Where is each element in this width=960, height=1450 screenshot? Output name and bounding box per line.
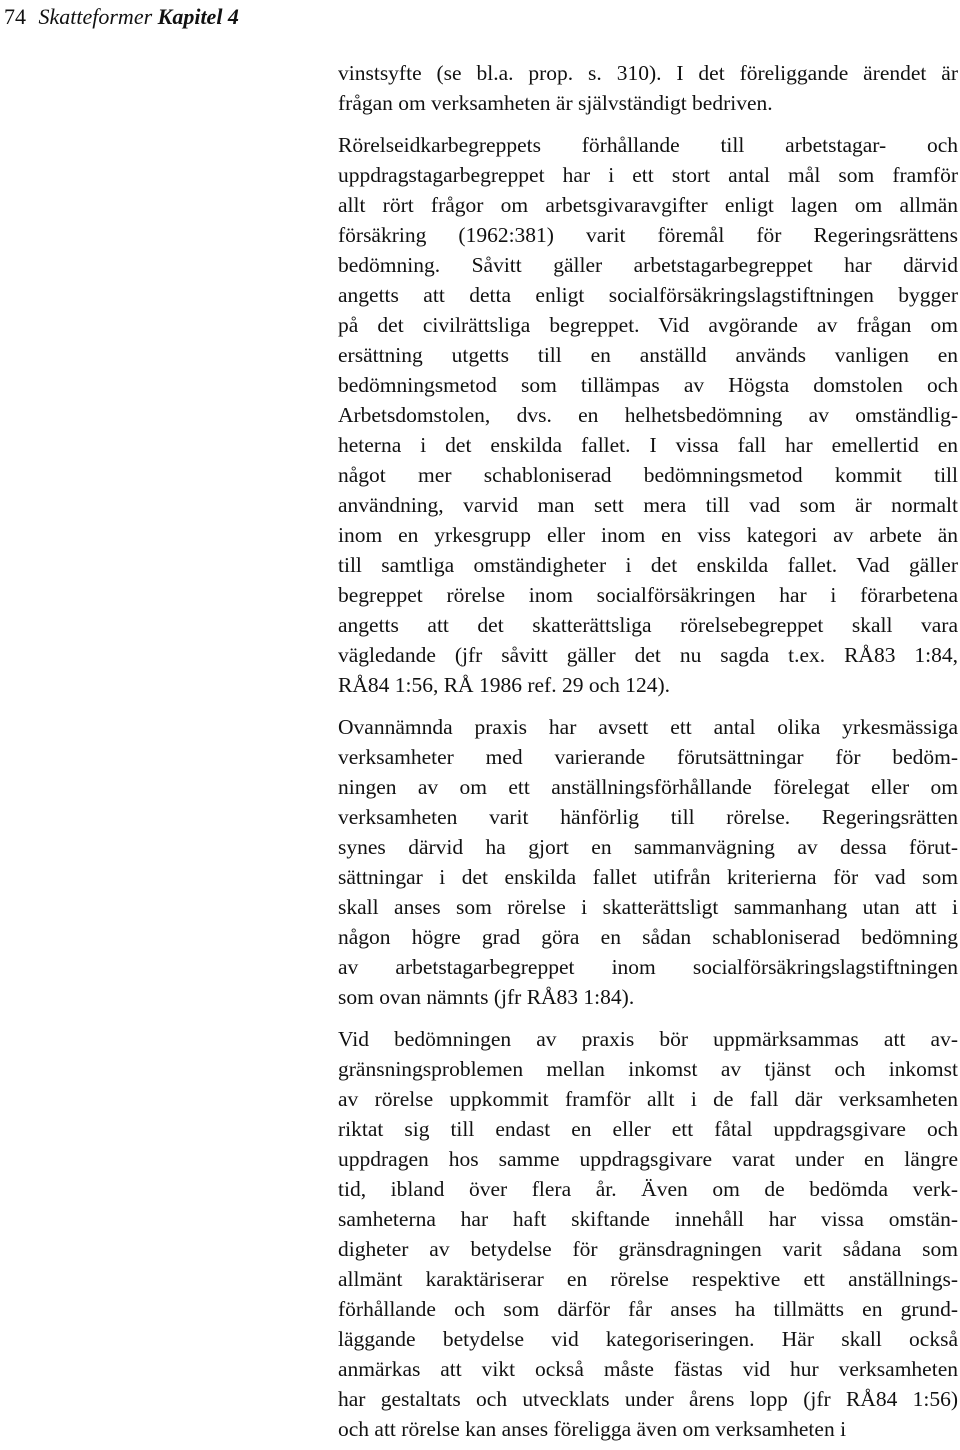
text-line: på det civilrättsliga begreppet. Vid avgörande av frågan om <box>338 313 958 337</box>
paragraph <box>338 1024 958 1444</box>
text-line: synes därvid ha gjort en sammanvägning av dessa förut- <box>338 835 958 859</box>
text-line: riktat sig till endast en eller ett fåtal uppdragsgivare och <box>338 1117 958 1141</box>
paragraph <box>338 58 958 118</box>
text-line: som ovan nämnts (jfr RÅ83 1:84). <box>338 985 635 1009</box>
text-line: vinstsyfte (se bl.a. prop. s. 310). I det föreliggande ärendet är <box>338 61 958 85</box>
text-line: heterna i det enskilda fallet. I vissa fall har emellertid en <box>338 433 958 457</box>
text-line: användning, varvid man sett mera till vad som är normalt <box>338 493 958 517</box>
text-line: något mer schabloniserad bedömningsmetod kommit till <box>338 463 958 487</box>
text-line: till samtliga omständigheter i det enskilda fallet. Vad gäller <box>338 553 958 577</box>
body-text <box>338 58 958 1444</box>
text-line: Ovannämnda praxis har avsett ett antal olika yrkesmässiga <box>338 715 958 739</box>
text-line: bedömning. Såvitt gäller arbetstagarbegreppet har därvid <box>338 253 958 277</box>
text-line: allt rört frågor om arbetsgivaravgifter enligt lagen om allmän <box>338 193 958 217</box>
text-line: allmänt karaktäriserar en rörelse respektive ett anställnings- <box>338 1267 958 1291</box>
text-line: någon högre grad göra en sådan schabloniserad bedömning <box>338 925 958 949</box>
text-line: ersättning utgetts till en anställd används vanligen en <box>338 343 958 367</box>
text-line: förhållande och som därför får anses ha tillmätts en grund- <box>338 1297 958 1321</box>
chapter-title: Kapitel 4 <box>157 4 239 29</box>
text-line: försäkring (1962:381) varit föremål för Regeringsrättens <box>338 223 958 247</box>
section-title: Skatteformer <box>38 4 153 29</box>
text-line: digheter av betydelse för gränsdragningen varit sådana som <box>338 1237 958 1261</box>
text-line: gränsningsproblemen mellan inkomst av tjänst och inkomst <box>338 1057 958 1081</box>
text-line: uppdragstagarbegreppet har i ett stort antal mål som framför <box>338 163 958 187</box>
text-line: av rörelse uppkommit framför allt i de fall där verksamheten <box>338 1087 958 1111</box>
text-line: tid, ibland över flera år. Även om de bedömda verk- <box>338 1177 958 1201</box>
page-number: 74 <box>4 4 26 29</box>
text-line: läggande betydelse vid kategoriseringen. Här skall också <box>338 1327 958 1351</box>
text-line: RÅ84 1:56, RÅ 1986 ref. 29 och 124). <box>338 673 671 697</box>
text-line: anmärkas att vikt också måste fästas vid hur verksamheten <box>338 1357 958 1381</box>
text-line: samheterna har haft skiftande innehåll har vissa omstän- <box>338 1207 958 1231</box>
text-line: verksamheter med varierande förutsättningar för bedöm- <box>338 745 958 769</box>
text-line: har gestaltats och utvecklats under årens lopp (jfr RÅ84 1:56) <box>338 1387 958 1411</box>
text-line: verksamheten varit hänförlig till rörelse. Regeringsrätten <box>338 805 958 829</box>
text-line: begreppet rörelse inom socialförsäkringen har i förarbetena <box>338 583 958 607</box>
text-line: skall anses som rörelse i skatterättsligt sammanhang utan att i <box>338 895 958 919</box>
page-header <box>4 2 239 32</box>
text-line: Vid bedömningen av praxis bör uppmärksammas att av- <box>338 1027 958 1051</box>
text-line: bedömningsmetod som tillämpas av Högsta domstolen och <box>338 373 958 397</box>
text-line: Arbetsdomstolen, dvs. en helhetsbedömning av omständlig- <box>338 403 958 427</box>
text-line: av arbetstagarbegreppet inom socialförsäkringslagstiftningen <box>338 955 958 979</box>
text-line: ningen av om ett anställningsförhållande förelegat eller om <box>338 775 958 799</box>
paragraph <box>338 130 958 700</box>
text-line: angetts att det skatterättsliga rörelsebegreppet skall vara <box>338 613 958 637</box>
paragraph <box>338 712 958 1012</box>
text-line: sättningar i det enskilda fallet utifrån kriterierna för vad som <box>338 865 958 889</box>
text-line: frågan om verksamheten är självständigt bedriven. <box>338 91 773 115</box>
text-line: Rörelseidkarbegreppets förhållande till arbetstagar- och <box>338 133 958 157</box>
text-line: uppdragen hos samme uppdragsgivare varat under en längre <box>338 1147 958 1171</box>
text-line: angetts att detta enligt socialförsäkringslagstiftningen bygger <box>338 283 958 307</box>
text-line: inom en yrkesgrupp eller inom en viss kategori av arbete än <box>338 523 958 547</box>
text-line: vägledande (jfr såvitt gäller det nu sagda t.ex. RÅ83 1:84, <box>338 643 958 667</box>
text-line: och att rörelse kan anses föreligga även om verksamheten i <box>338 1417 847 1441</box>
